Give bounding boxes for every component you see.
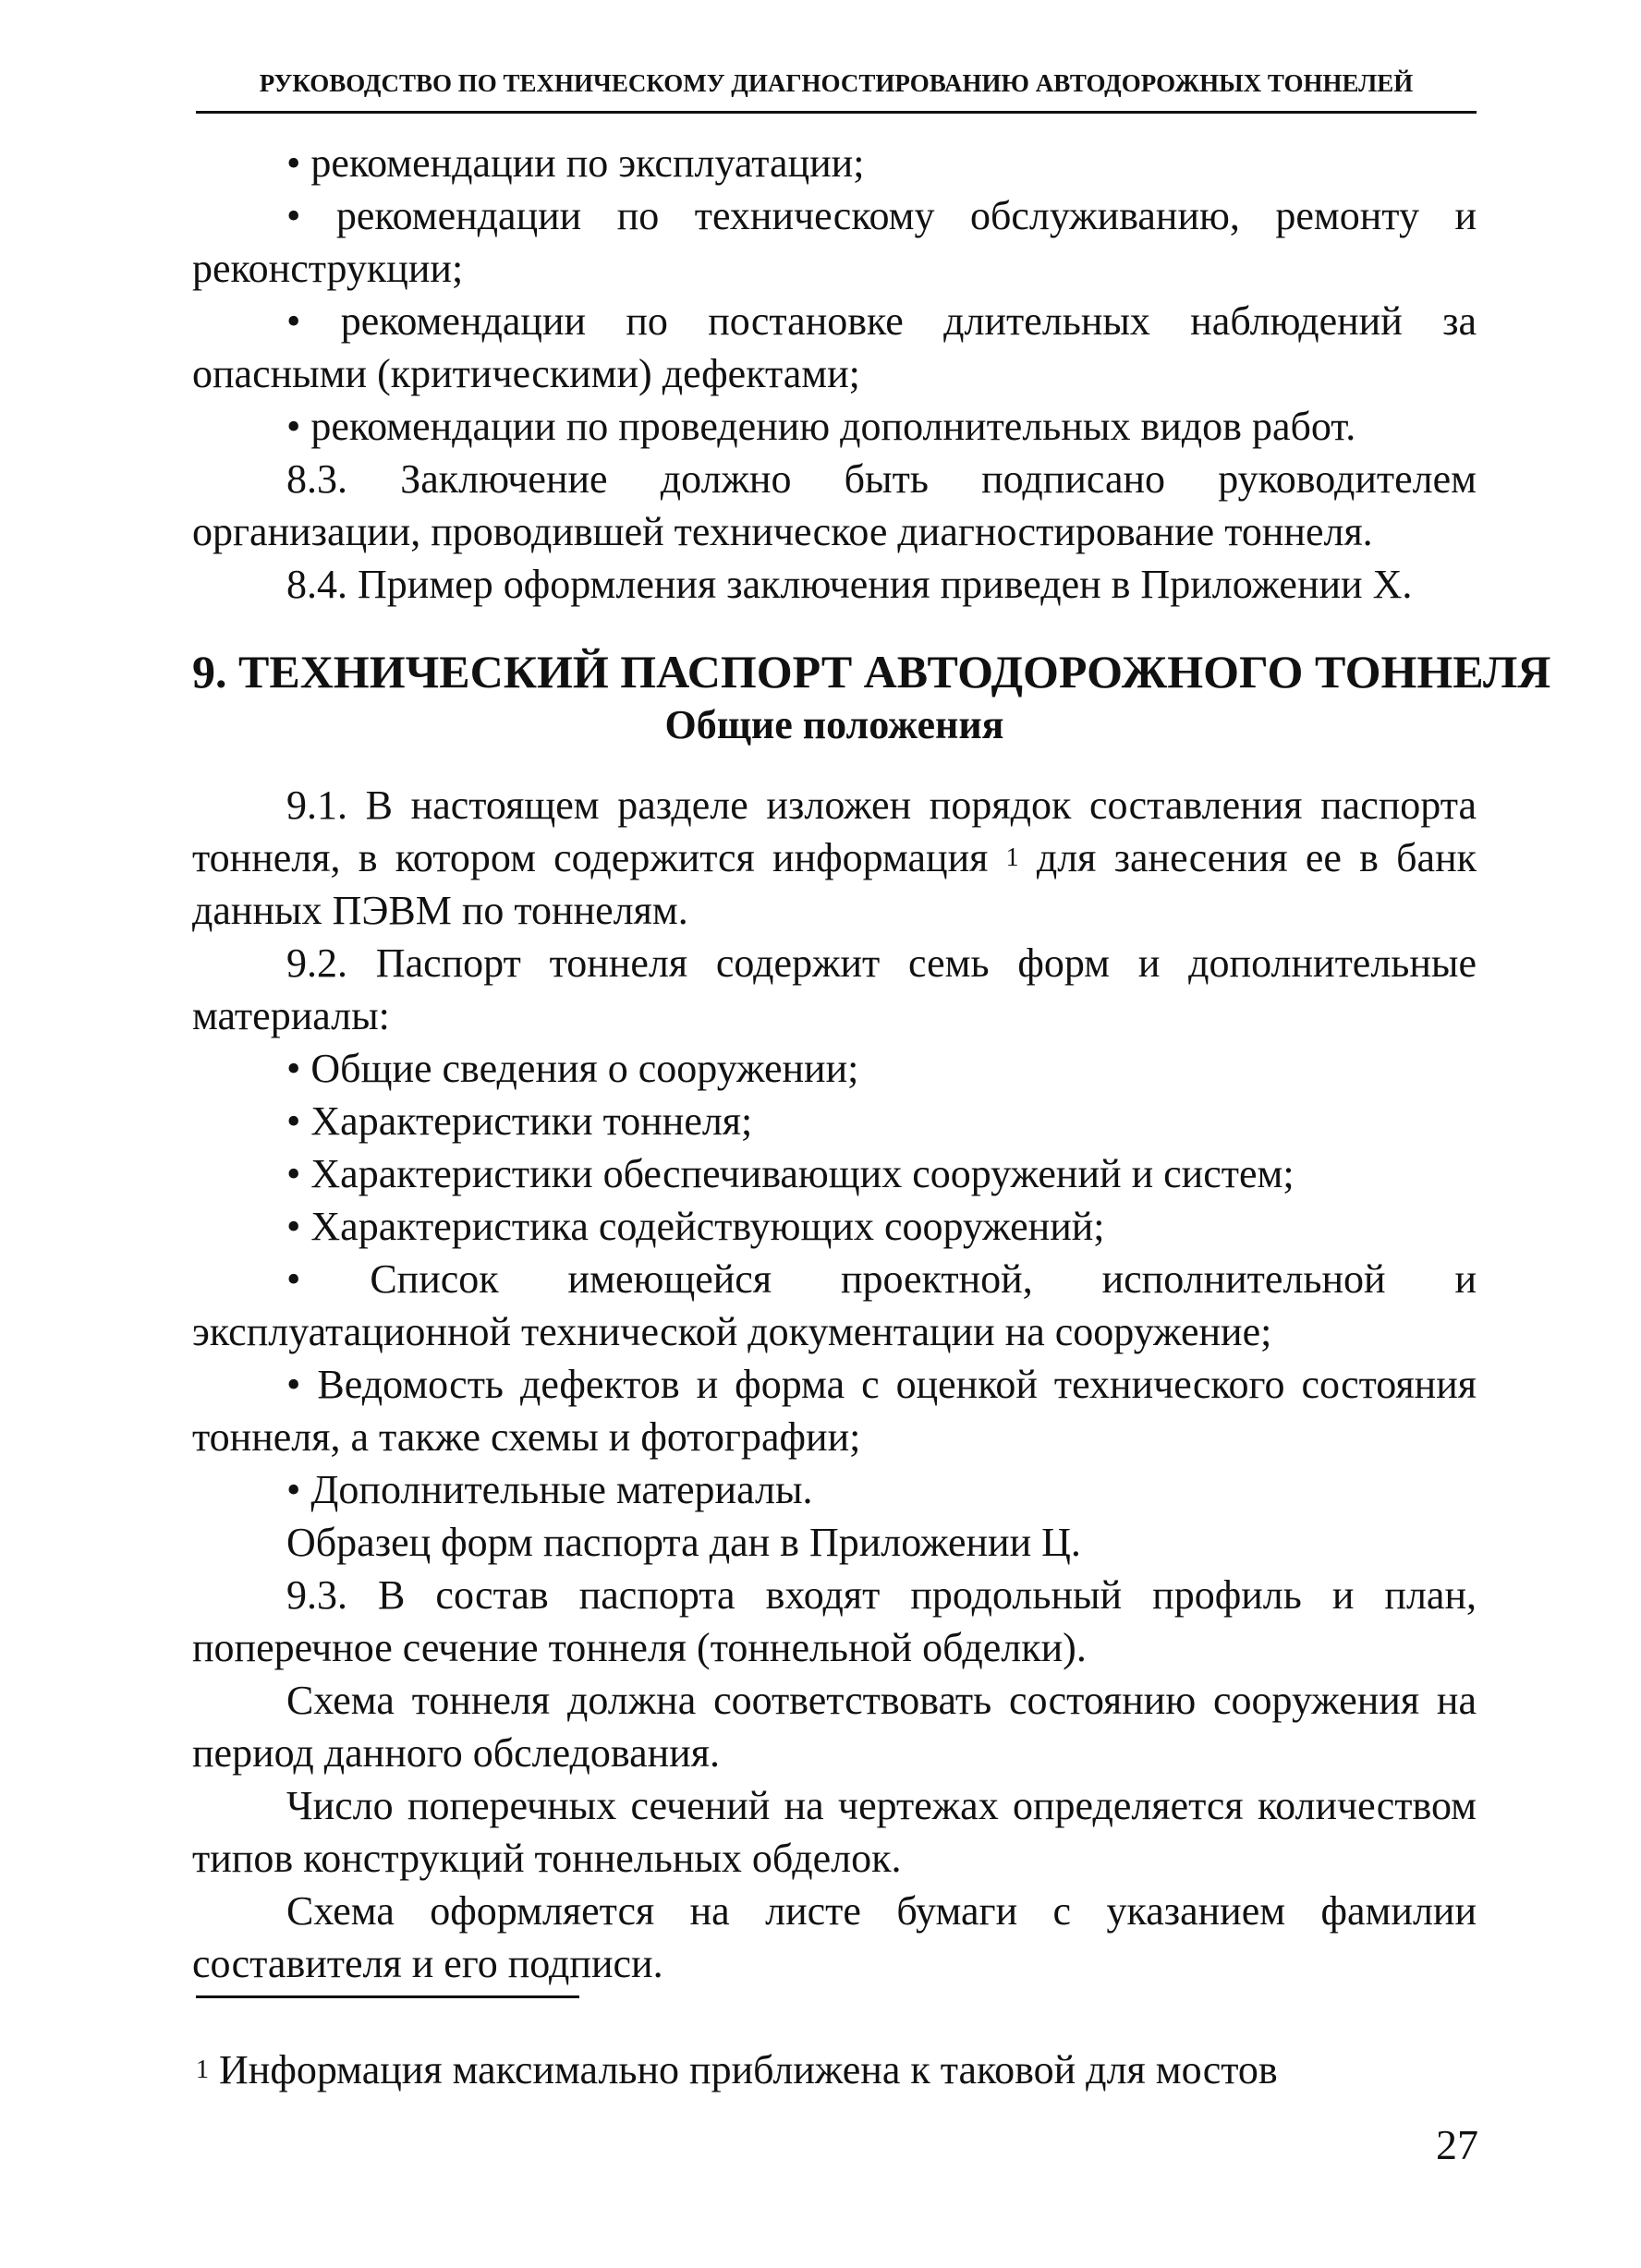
list-item: • Характеристика содействующих сооружений; <box>192 1200 1477 1253</box>
page-body <box>192 137 1551 1990</box>
list-item: • рекомендации по постановке длительных наблюдений за опасными (критическими) дефектами; <box>192 295 1477 400</box>
running-head: РУКОВОДСТВО ПО ТЕХНИЧЕСКОМУ ДИАГНОСТИРОВАНИЮ АВТОДОРОЖНЫХ ТОННЕЛЕЙ <box>259 69 1414 97</box>
paragraph-sheet: Схема оформляется на листе бумаги с указанием фамилии составителя и его подписи. <box>192 1888 1477 1986</box>
paragraph-sections: Число поперечных сечений на чертежах определяется количеством типов конструкций тоннельных обделок. <box>192 1783 1477 1881</box>
paragraph-9-2: 9.2. Паспорт тоннеля содержит семь форм и дополнительные материалы: <box>192 940 1477 1038</box>
paragraph-9-3: 9.3. В состав паспорта входят продольный профиль и план, поперечное сечение тоннеля (тоннельной обделки). <box>192 1572 1477 1670</box>
sample-forms-note: Образец форм паспорта дан в Приложении Ц. <box>286 1520 1081 1565</box>
page-number: 27 <box>1436 2121 1478 2168</box>
list-item: • Список имеющейся проектной, исполнительной и эксплуатационной технической документации на сооружение; <box>192 1253 1477 1358</box>
paragraph-9-1-text: 9.1. В настоящем разделе изложен порядок составления паспорта тоннеля, в котором содержится информация <box>192 782 1477 880</box>
paragraph-9-1 <box>192 779 1477 937</box>
list-item: • Характеристики тоннеля; <box>192 1095 1477 1147</box>
footnote-reference: 1 <box>1005 843 1019 872</box>
list-item: • рекомендации по эксплуатации; <box>192 137 1477 189</box>
list-item: • Общие сведения о сооружении; <box>192 1042 1477 1095</box>
footnote <box>196 2045 1397 2095</box>
footnote-rule <box>196 1995 579 1998</box>
paragraph-scheme: Схема тоннеля должна соответствовать состоянию сооружения на период данного обследования. <box>192 1678 1477 1776</box>
footnote-mark: 1 <box>196 2056 209 2084</box>
paragraph-8-3: 8.3. Заключение должно быть подписано руководителем организации, проводившей техническое диагностирование тоннеля. <box>192 456 1477 554</box>
list-item: • Ведомость дефектов и форма с оценкой технического состояния тоннеля, а также схемы и фотографии; <box>192 1358 1477 1463</box>
section-title: 9. ТЕХНИЧЕСКИЙ ПАСПОРТ АВТОДОРОЖНОГО ТОННЕЛЯ <box>192 646 1551 697</box>
list-item: • Дополнительные материалы. <box>192 1463 1477 1516</box>
footnote-text: Информация максимально приближена к таковой для мостов <box>209 2047 1278 2092</box>
paragraph-9-1-text-end: для занесения ее в банк данных ПЭВМ по тоннелям. <box>192 835 1477 933</box>
section-subtitle: Общие положения <box>664 702 1004 747</box>
list-item: • рекомендации по техническому обслуживанию, ремонту и реконструкции; <box>192 189 1477 295</box>
paragraph-8-4: 8.4. Пример оформления заключения приведен в Приложении Х. <box>286 562 1413 607</box>
list-item: • Характеристики обеспечивающих сооружений и систем; <box>192 1147 1477 1200</box>
list-item: • рекомендации по проведению дополнительных видов работ. <box>192 400 1477 453</box>
header-rule <box>196 111 1477 114</box>
